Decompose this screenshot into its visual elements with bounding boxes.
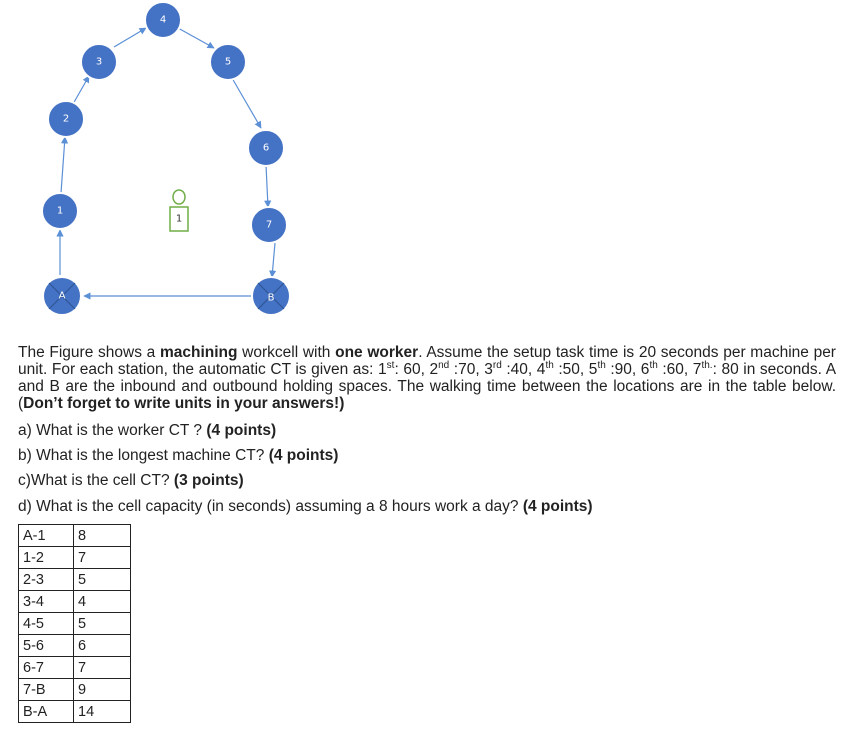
question-a (18, 422, 276, 440)
intro-text-8: :90, 6 (605, 361, 650, 378)
segment-cell: 7-B (19, 679, 74, 701)
arrow-2-to-3 (73, 76, 89, 104)
arrow-7-to-b (272, 243, 275, 277)
inbound-holding-a (43, 277, 81, 315)
question-b (18, 447, 338, 465)
intro-text-3: . Assume the setup task time is 20 seconds per machine per unit. For each station, the automatic CT is given as: 1 (18, 344, 836, 378)
intro-bold-machining: machining (159, 344, 238, 361)
station-1-label: 1 (56, 205, 64, 217)
intro-text-5: :70, 3 (449, 361, 493, 378)
worker-label: 1 (175, 213, 183, 225)
time-cell: 4 (74, 591, 131, 613)
segment-cell: A-1 (19, 525, 74, 547)
station-3 (81, 44, 117, 80)
walking-time-table (18, 524, 131, 723)
intro-text-9: :60, 7 (657, 361, 702, 378)
ordinal-5th: th (597, 360, 606, 371)
intro-bold-units-note: Don’t forget to write units in your answers!) (23, 395, 345, 412)
arrow-6-to-7 (266, 165, 268, 207)
question-a-points: (4 points) (206, 422, 277, 439)
station-4 (145, 2, 181, 38)
worker-head (173, 190, 185, 204)
time-cell: 7 (74, 657, 131, 679)
outbound-holding-b (252, 277, 290, 315)
time-cell: 7 (74, 547, 131, 569)
intro-bold-one-worker: one worker (335, 344, 419, 361)
table-row (19, 613, 131, 635)
arrow-4-to-5 (178, 28, 214, 48)
ordinal-4th: th (545, 360, 554, 371)
question-b-text: b) What is the longest machine CT? (18, 447, 269, 464)
table-row (19, 569, 131, 591)
station-6 (248, 130, 284, 166)
intro-text-4: : 60, 2 (394, 361, 439, 378)
segment-cell: 3-4 (19, 591, 74, 613)
question-c-points: (3 points) (173, 472, 244, 489)
table-row (19, 591, 131, 613)
intro-text-2: workcell with (237, 344, 336, 361)
segment-cell: 2-3 (19, 569, 74, 591)
segment-cell: 4-5 (19, 613, 74, 635)
station-2-label: 2 (62, 113, 70, 125)
arrow-3-to-4 (114, 28, 146, 47)
station-3-label: 3 (95, 56, 103, 68)
question-b-points: (4 points) (268, 447, 339, 464)
time-cell: 5 (74, 569, 131, 591)
time-cell: 6 (74, 635, 131, 657)
time-cell: 8 (74, 525, 131, 547)
time-cell: 5 (74, 613, 131, 635)
intro-text-7: :50, 5 (553, 361, 598, 378)
station-7-label: 7 (265, 219, 273, 231)
segment-cell: 5-6 (19, 635, 74, 657)
station-5 (210, 44, 246, 80)
workcell-diagram (0, 0, 866, 330)
station-5-label: 5 (224, 56, 232, 68)
ordinal-7th: th. (701, 360, 713, 371)
arrow-5-to-6 (232, 78, 261, 128)
table-row (19, 635, 131, 657)
segment-cell: B-A (19, 701, 74, 723)
question-d-text: d) What is the cell capacity (in seconds) assuming a 8 hours work a day? (18, 498, 523, 515)
station-6-label: 6 (262, 142, 270, 154)
question-a-text: a) What is the worker CT ? (18, 422, 207, 439)
time-cell: 9 (74, 679, 131, 701)
segment-cell: 1-2 (19, 547, 74, 569)
table-row (19, 525, 131, 547)
segment-cell: 6-7 (19, 657, 74, 679)
worker-icon (170, 190, 188, 231)
question-c-text: c)What is the cell CT? (18, 472, 174, 489)
time-cell: 14 (74, 701, 131, 723)
inbound-label: A (58, 290, 66, 302)
arrow-1-to-2 (61, 137, 65, 193)
station-4-label: 4 (159, 14, 167, 26)
ordinal-3rd: rd (492, 360, 502, 371)
problem-statement (18, 344, 836, 412)
table-row (19, 701, 131, 723)
station-1 (42, 193, 78, 229)
intro-text-6: :40, 4 (501, 361, 546, 378)
station-2 (48, 101, 84, 137)
table-row (19, 657, 131, 679)
table-row (19, 547, 131, 569)
outbound-label: B (267, 292, 275, 304)
ordinal-2nd: nd (438, 360, 450, 371)
table-row (19, 679, 131, 701)
ordinal-6th: th (649, 360, 658, 371)
question-d-points: (4 points) (522, 498, 593, 515)
station-7 (251, 207, 287, 243)
question-d (18, 498, 593, 516)
intro-text-10: : 80 in seconds. A and B are the inbound and outbound holding spaces. The walking time between the locations are in the table below. ( (18, 361, 837, 412)
ordinal-1st: st (386, 360, 395, 371)
intro-text-1: The Figure shows a (18, 344, 160, 361)
question-c (18, 472, 244, 490)
